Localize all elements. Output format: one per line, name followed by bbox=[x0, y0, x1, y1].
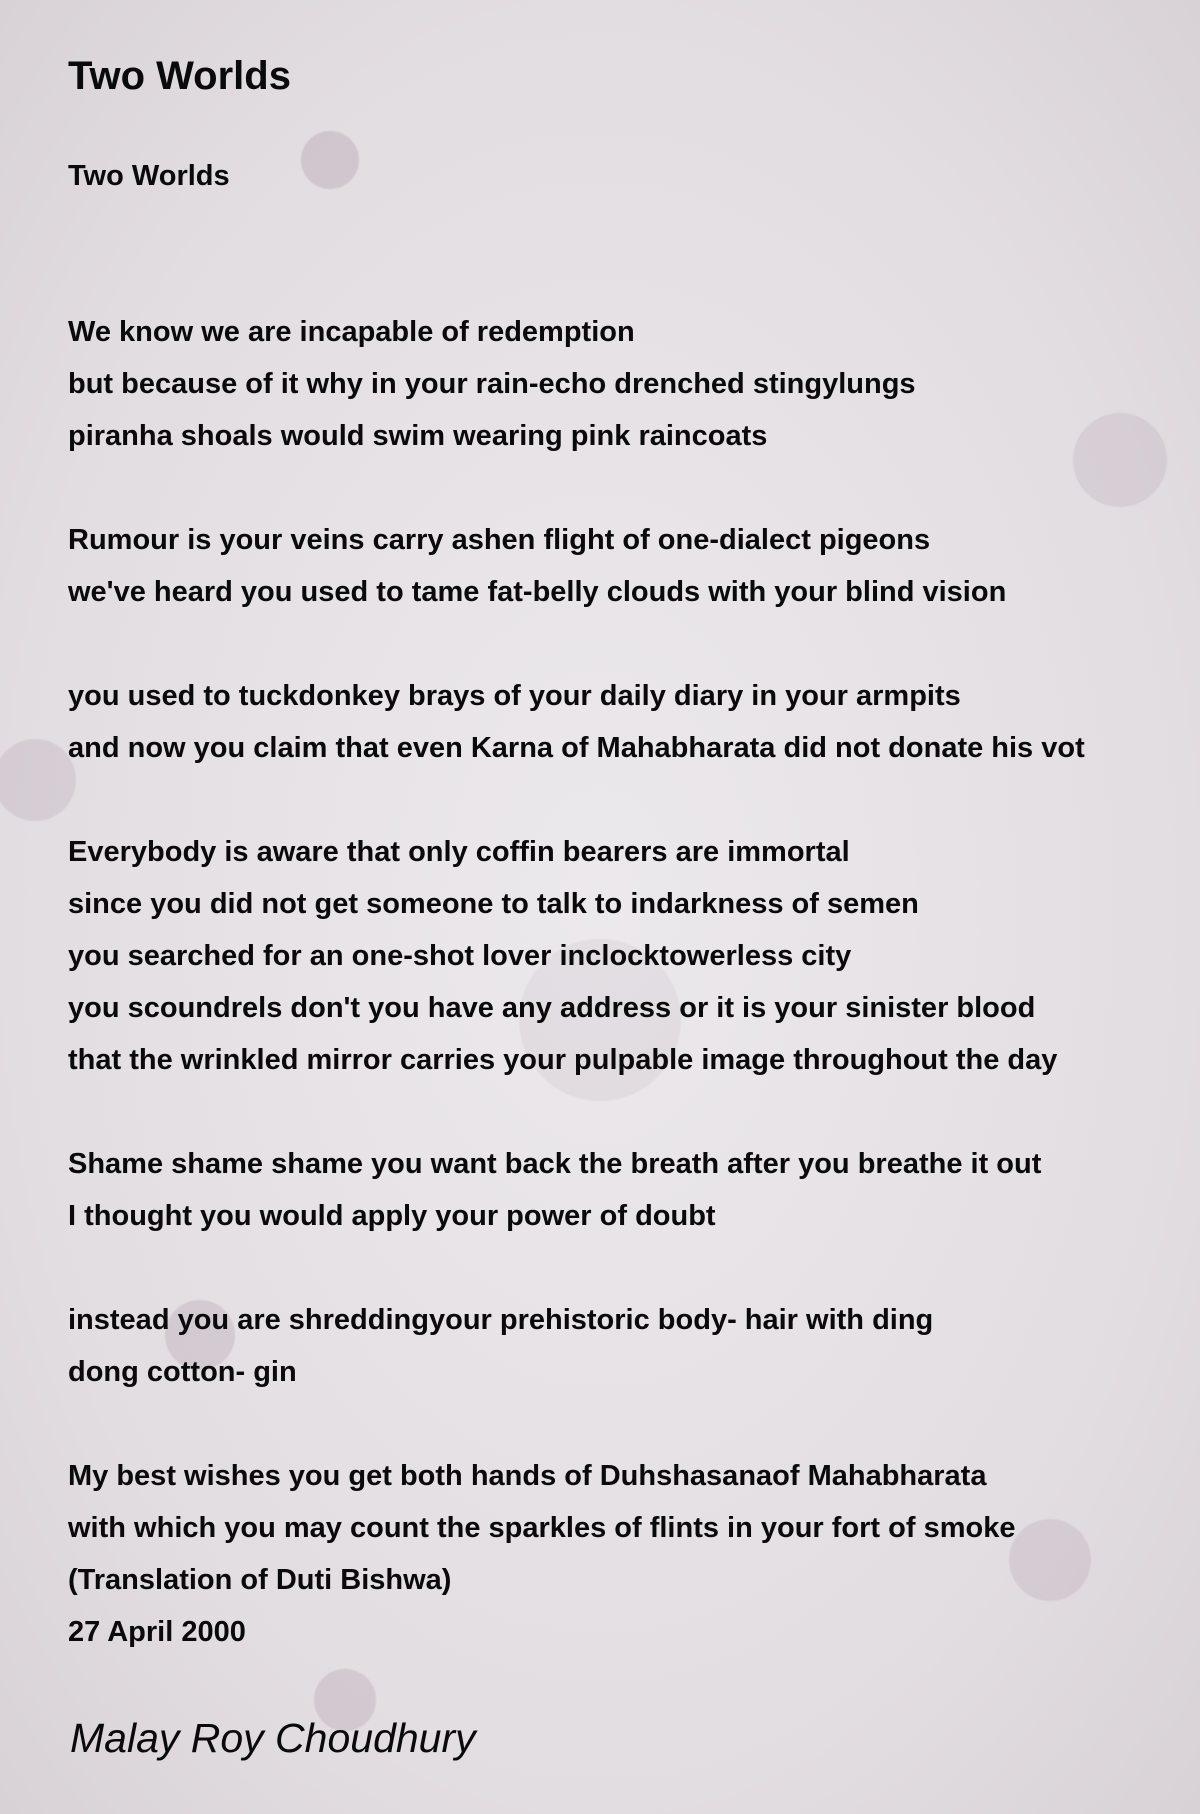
stanza-5 bbox=[68, 1138, 1200, 1242]
poem-line: Shame shame shame you want back the breath after you breathe it out bbox=[68, 1148, 1042, 1180]
poem-line: instead you are shreddingyour prehistoric body- hair with ding bbox=[68, 1304, 934, 1336]
poem-subtitle: Two Worlds bbox=[68, 160, 230, 192]
poem-line: I thought you would apply your power of doubt bbox=[68, 1200, 716, 1232]
poem-line: and now you claim that even Karna of Mahabharata did not donate his vot bbox=[68, 732, 1085, 764]
author-name: Malay Roy Choudhury bbox=[70, 1715, 476, 1761]
stanza-6 bbox=[68, 1294, 1200, 1398]
poem-line: dong cotton- gin bbox=[68, 1356, 297, 1388]
stanza-2 bbox=[68, 514, 1200, 618]
poem-line: My best wishes you get both hands of Duhshasanaof Mahabharata bbox=[68, 1460, 987, 1492]
stanza-7 bbox=[68, 1450, 1200, 1658]
poem-line: that the wrinkled mirror carries your pulpable image throughout the day bbox=[68, 1044, 1058, 1076]
poem-line: but because of it why in your rain-echo drenched stingylungs bbox=[68, 368, 916, 400]
poem-date: 27 April 2000 bbox=[68, 1616, 246, 1648]
poem-line: piranha shoals would swim wearing pink raincoats bbox=[68, 420, 768, 452]
poem-title: Two Worlds bbox=[68, 54, 291, 98]
stanza-3 bbox=[68, 670, 1200, 774]
poem-line: Everybody is aware that only coffin bearers are immortal bbox=[68, 836, 850, 868]
poem-line: you scoundrels don't you have any address or it is your sinister blood bbox=[68, 992, 1036, 1024]
poem-line: you used to tuckdonkey brays of your daily diary in your armpits bbox=[68, 680, 961, 712]
translation-note: (Translation of Duti Bishwa) bbox=[68, 1564, 452, 1596]
poem-line: We know we are incapable of redemption bbox=[68, 316, 635, 348]
poem-line: since you did not get someone to talk to indarkness of semen bbox=[68, 888, 919, 920]
poem-line: we've heard you used to tame fat-belly clouds with your blind vision bbox=[68, 576, 1007, 608]
poem-line: you searched for an one-shot lover inclocktowerless city bbox=[68, 940, 852, 972]
poem-line: Rumour is your veins carry ashen flight of one-dialect pigeons bbox=[68, 524, 931, 556]
stanza-4 bbox=[68, 826, 1200, 1086]
poem-line: with which you may count the sparkles of flints in your fort of smoke bbox=[68, 1512, 1016, 1544]
poem-body bbox=[68, 306, 1200, 1658]
stanza-1 bbox=[68, 306, 1200, 462]
